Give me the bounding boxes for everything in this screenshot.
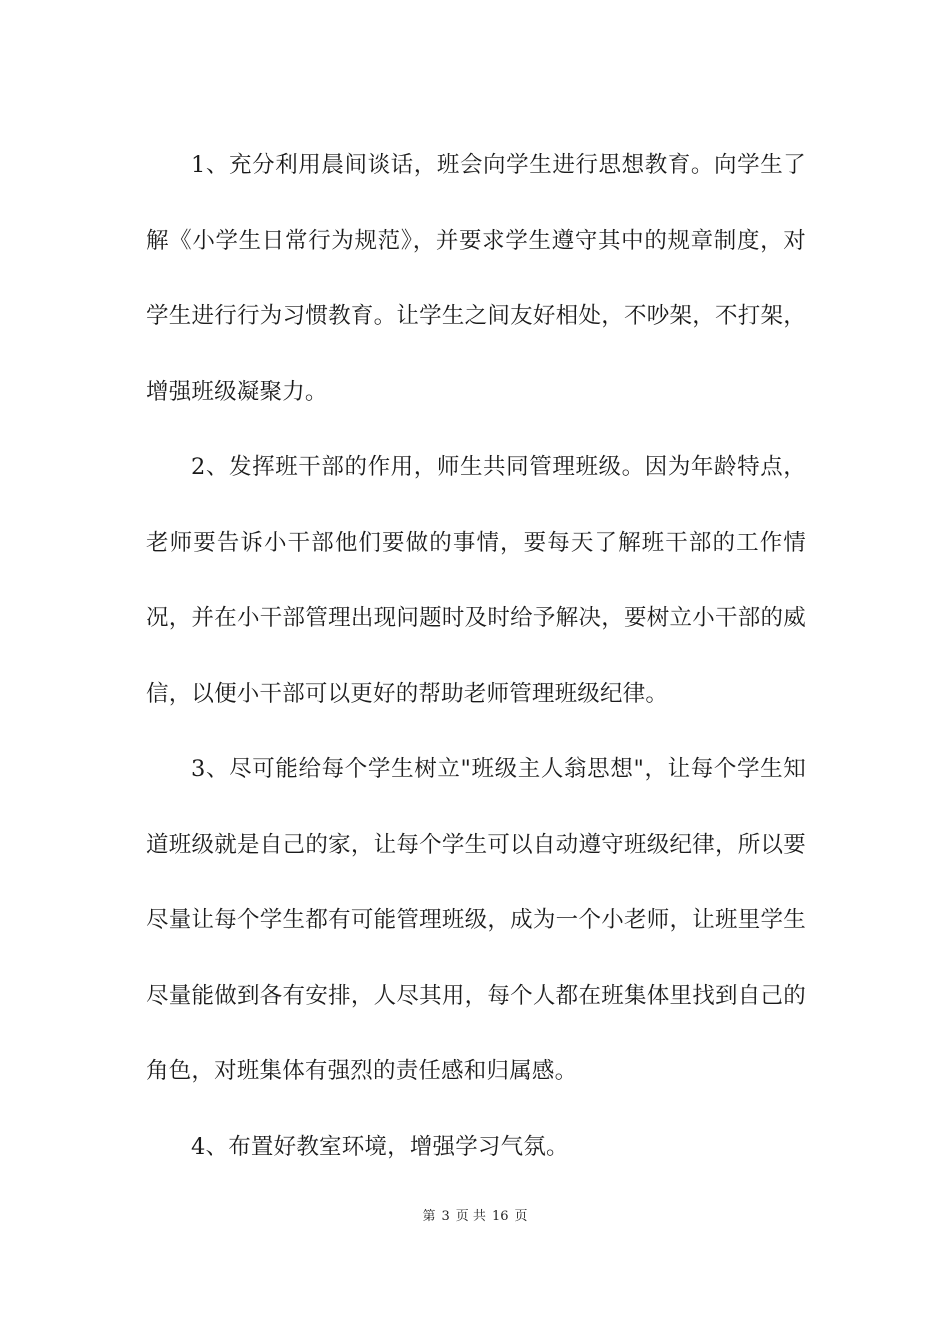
document-body: [146, 128, 806, 1185]
page-footer: [0, 1208, 950, 1226]
paragraph-4: 4、布置好教室环境，增强学习气氛。: [191, 1133, 569, 1160]
footer-suffix: 页: [514, 1209, 528, 1224]
paragraph-1: 1、充分利用晨间谈话，班会向学生进行思想教育。向学生了解《小学生日常行为规范》，并要求学生遵守其中的规章制度，对学生进行行为习惯教育。让学生之间友好相处，不吵架，不打架，增强班级凝聚力。: [146, 152, 806, 405]
footer-prefix: 第: [422, 1209, 436, 1224]
paragraph-2: 2、发挥班干部的作用，师生共同管理班级。因为年龄特点，老师要告诉小干部他们要做的事情，要每天了解班干部的工作情况，并在小干部管理出现问题时及时给予解决，要树立小干部的威信，以便小干部可以更好的帮助老师管理班级纪律。: [146, 454, 806, 707]
footer-current-page: 3: [441, 1209, 450, 1224]
paragraph-3: 3、尽可能给每个学生树立"班级主人翁思想"，让每个学生知道班级就是自己的家，让每个学生可以自动遵守班级纪律，所以要尽量让每个学生都有可能管理班级，成为一个小老师，让班里学生尽量能做到各有安排，人尽其用，每个人都在班集体里找到自己的角色，对班集体有强烈的责任感和归属感。: [146, 756, 806, 1084]
footer-middle: 页 共: [455, 1209, 486, 1224]
footer-total-pages: 16: [491, 1209, 509, 1224]
